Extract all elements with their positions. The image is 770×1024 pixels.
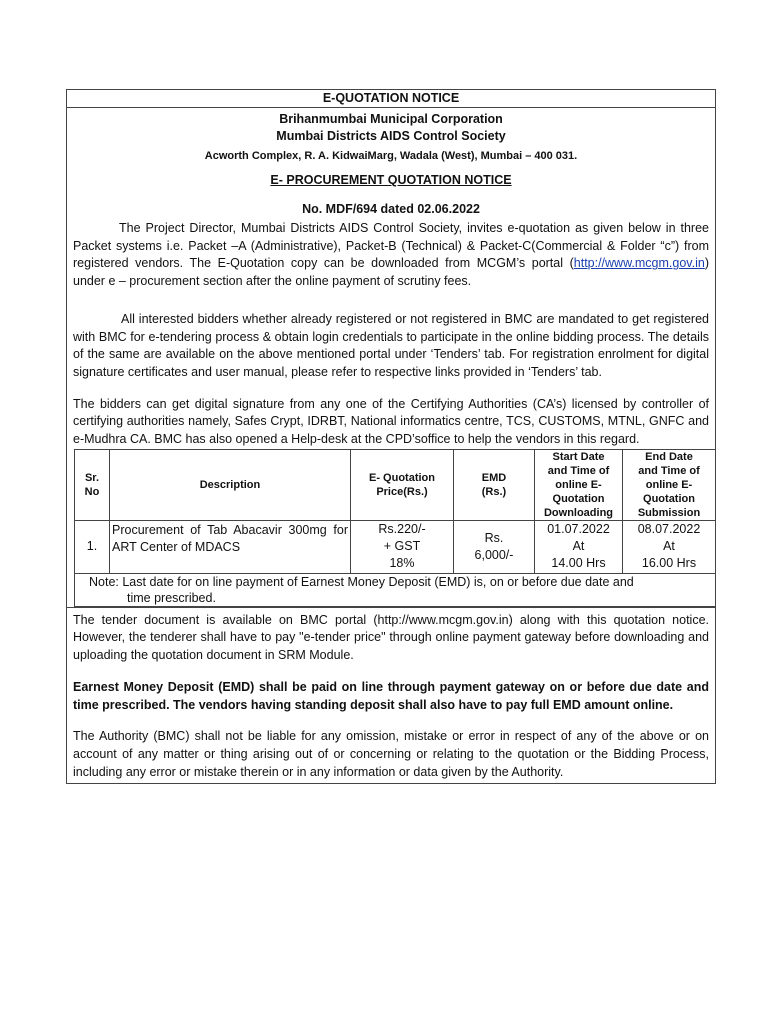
row-description: Procurement of Tab Abacavir 300mg for ART Center of MDACS	[110, 520, 351, 573]
notice-terms	[67, 607, 715, 784]
society-name: Mumbai Districts AIDS Control Society	[276, 129, 506, 143]
paragraph-emd: Earnest Money Deposit (EMD) shall be paid on line through payment gateway on or before due date and time prescribed. The vendors having standing deposit shall also have to pay full EMD amount online.	[73, 679, 709, 712]
reference-number: No. MDF/694 dated 02.06.2022	[302, 202, 480, 216]
paragraph-digital-signature: The bidders can get digital signature from any one of the Certifying Authorities (CA’s) licensed by controller of certifying authorities namely, Safes Crypt, IDRBT, National informatics centre, TCS, CUSTOMS, MTNL, GNFC and e-Mudhra CA. BMC has also opened a Help-desk at the CPD’soffice to help the vendors in this regard.	[73, 396, 709, 447]
paragraph-invitation-text: The Project Director, Mumbai Districts AIDS Control Society, invites e-quotation as given below in three Packet systems i.e. Packet –A (Administrative), Packet-B (Technical) & Packet-C(Commercial & Folder “c”) from registered vendors. The E-Quotation copy can be downloaded from MCGM’s portal (	[73, 221, 709, 271]
row-sr-no: 1.	[75, 520, 110, 573]
table-row	[75, 520, 716, 573]
table-note-row	[75, 573, 716, 606]
header-emd: EMD (Rs.)	[454, 449, 535, 520]
row-price: Rs.220/- + GST 18%	[351, 520, 454, 573]
header-sr-no: Sr. No	[75, 449, 110, 520]
header-end-date: End Date and Time of online E- Quotation Submission	[623, 449, 716, 520]
row-emd: Rs. 6,000/-	[454, 520, 535, 573]
emd-note: Note: Last date for on line payment of Earnest Money Deposit (EMD) is, on or before due date and time prescribed.	[75, 573, 716, 606]
tender-table	[74, 449, 716, 607]
paragraph-registration: All interested bidders whether already registered or not registered in BMC are mandated to get registered with BMC for e-tendering process & obtain login credentials to participate in the online bidding process. The details of the same are available on the above mentioned portal under ‘Tenders’ tab. For registration enrolment for digital signature certificates and user manual, please refer to respective links provided in ‘Tenders’ tab.	[73, 311, 709, 379]
address: Acworth Complex, R. A. KidwaiMarg, Wadala (West), Mumbai – 400 031.	[204, 150, 578, 162]
row-start-date: 01.07.2022 At 14.00 Hrs	[535, 520, 623, 573]
table-header-row	[75, 449, 716, 520]
organization-name: Brihanmumbai Municipal Corporation	[279, 112, 503, 126]
paragraph-liability: The Authority (BMC) shall not be liable for any omission, mistake or error in respect of any of the above or on account of any matter or thing arising out of or concerning or relating to the quotation or the Bidding Process, including any error or mistake therein or in any information or data given by the Authority.	[73, 729, 709, 779]
paragraph-invitation	[67, 220, 715, 291]
header-description: Description	[110, 449, 351, 520]
paragraph-tender-document: The tender document is available on BMC portal (http://www.mcgm.gov.in) along with this quotation notice. However, the tenderer shall have to pay "e-tender price" through online payment gateway before downloading and uploading the quotation document in SRM Module.	[73, 612, 709, 663]
procurement-heading: E- PROCUREMENT QUOTATION NOTICE	[270, 173, 512, 187]
paragraph-invitation-text-end: ) under e – procurement section after the online payment of scrutiny fees.	[73, 256, 709, 289]
header-price: E- Quotation Price(Rs.)	[351, 449, 454, 520]
header-start-date: Start Date and Time of online E- Quotation Downloading	[535, 449, 623, 520]
row-end-date: 08.07.2022 At 16.00 Hrs	[623, 520, 716, 573]
notice-title: E-QUOTATION NOTICE	[67, 90, 715, 108]
quotation-notice	[66, 89, 716, 784]
mcgm-portal-link[interactable]: http://www.mcgm.gov.in	[573, 256, 705, 271]
